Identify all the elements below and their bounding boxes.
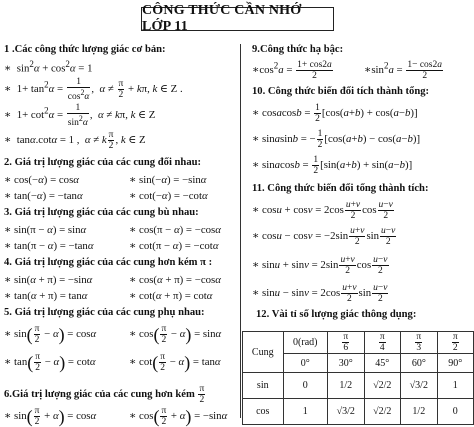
formula-pi-cot: ∗ cot(α + π) = cotα xyxy=(129,290,213,302)
formula-sum-sinplussin: ∗ sinu + sinv = 2sin $\frac{u+v}{2}$ cos $\frac{u-v}{2}$ xyxy=(252,255,388,276)
column-divider xyxy=(240,44,241,418)
section-5-heading: 5. Giá trị lượng giác của các cung phụ nhau: xyxy=(4,307,205,318)
formula-power-sin: $∗\sin^2a$ = $\frac{1- \cos 2a}{2}$ xyxy=(364,60,443,81)
formula-prod-coscos: ∗ cosacosb = $\frac{1}{2}$ [cos(a+b) + cos(a−b)] xyxy=(252,103,418,124)
formula-opposite-cos: ∗ cos(−α) = cosα xyxy=(4,174,79,186)
table-deg-45: 45° xyxy=(364,354,401,373)
formula-basic-4: ∗ tanα.cotα = 1 , α ≠ k $\frac{\pi}{2}$ , k ∈ Z xyxy=(4,130,146,151)
section-9-heading: 9.Công thức hạ bậc: xyxy=(252,44,344,55)
trig-values-table xyxy=(242,331,474,425)
formula-power-cos: $∗\cos^2a$ = $\frac{1+ \cos 2a}{2}$ xyxy=(252,60,332,81)
table-cos-45: √2/2 xyxy=(364,399,401,425)
section-2-heading: 2. Giá trị lượng giác của các cung đối nhau: xyxy=(4,157,202,168)
formula-comp-sin: ∗ sin( $\frac{\pi}{2}$ − α) = cosα xyxy=(4,324,97,345)
section-1-heading: 1 .Các công thức lượng giác cơ bản: xyxy=(4,44,166,55)
table-cell: $\frac{\pi}{2}$ xyxy=(437,332,473,354)
section-4-heading: 4. Giá trị lượng giác của các cung hơn kém π : xyxy=(4,257,213,268)
formula-sum-sinminussin: ∗ sinu − sinv = 2cos $\frac{u+v}{2}$ sin $\frac{u-v}{2}$ xyxy=(252,283,388,304)
table-cell: $\frac{\pi}{3}$ xyxy=(401,332,438,354)
table-cos-30: √3/2 xyxy=(327,399,364,425)
table-sin-0: 0 xyxy=(283,373,327,399)
section-12-heading: 12. Vài tỉ số lượng giác thông dụng: xyxy=(256,309,417,320)
table-zero-deg: 0° xyxy=(283,354,327,373)
formula-halfpi-cos: ∗ cos( $\frac{\pi}{2}$ + α) = −sinα xyxy=(129,406,228,427)
section-10-heading: 10. Công thức biến đổi tích thành tổng: xyxy=(252,86,430,97)
formula-prod-sinsin: ∗ sinasinb = − $\frac{1}{2}$ [cos(a+b) − cos(a−b)] xyxy=(252,129,421,150)
table-cell: $\frac{\pi}{6}$ xyxy=(327,332,364,354)
table-deg-30: 30° xyxy=(327,354,364,373)
formula-sum-cospluscos: ∗ cosu + cosv = 2cos $\frac{u+v}{2}$ cos $\frac{u-v}{2}$ xyxy=(252,200,393,221)
table-row-sin-label: sin xyxy=(243,373,284,399)
formula-basic-1: ∗ $\sin^2\alpha + \cos^2\alpha = 1$ xyxy=(4,59,93,75)
formula-supp-cos: ∗ cos(π − α) = −cosα xyxy=(129,224,221,236)
formula-comp-cot: ∗ cot( $\frac{\pi}{2}$ − α) = tanα xyxy=(129,352,221,373)
formula-comp-tan: ∗ tan( $\frac{\pi}{2}$ − α) = cotα xyxy=(4,352,96,373)
section-6-heading: 6.Giá trị lượng giác của các cung hơn kém $\frac{\pi}{2}$ xyxy=(4,384,205,405)
formula-pi-tan: ∗ tan(α + π) = tanα xyxy=(4,290,88,302)
formula-pi-cos: ∗ cos(α + π) = −cosα xyxy=(129,274,221,286)
formula-basic-2: ∗ $1+ \tan^2\alpha$ = $\frac{1}{\cos^2\alpha}$ , α ≠ $\frac{\pi}{2}$ + kπ, k ∈ Z . xyxy=(4,77,183,103)
table-sin-45: √2/2 xyxy=(364,373,401,399)
table-sin-30: 1/2 xyxy=(327,373,364,399)
table-zero-rad: 0(rad) xyxy=(283,332,327,354)
table-row xyxy=(243,332,474,354)
table-cos-60: 1/2 xyxy=(401,399,438,425)
table-deg-60: 60° xyxy=(401,354,438,373)
formula-halfpi-sin: ∗ sin( $\frac{\pi}{2}$ + α) = cosα xyxy=(4,406,97,427)
section-11-heading: 11. Công thức biến đổi tổng thành tích: xyxy=(252,183,429,194)
table-deg-90: 90° xyxy=(437,354,473,373)
formula-pi-sin: ∗ sin(α + π) = −sinα xyxy=(4,274,93,286)
table-sin-60: √3/2 xyxy=(401,373,438,399)
formula-opposite-cot: ∗ cot(−α) = −cotα xyxy=(129,190,208,202)
formula-prod-sincos: ∗ sinacosb = $\frac{1}{2}$ [sin(a+b) + sin(a−b)] xyxy=(252,155,413,176)
formula-basic-3: ∗ $1+ \cot^2\alpha$ = $\frac{1}{\sin^2\alpha}$ , α ≠ kπ, k ∈ Z xyxy=(4,103,156,129)
formula-sum-cosminuscos: ∗ cosu − cosv = −2sin $\frac{u+v}{2}$ sin $\frac{u-v}{2}$ xyxy=(252,226,396,247)
table-row-cos-label: cos xyxy=(243,399,284,425)
formula-comp-cos: ∗ cos( $\frac{\pi}{2}$ − α) = sinα xyxy=(129,324,222,345)
table-cos-90: 0 xyxy=(437,399,473,425)
formula-supp-sin: ∗ sin(π − α) = sinα xyxy=(4,224,87,236)
section-6-heading-text: 6.Giá trị lượng giác của các cung hơn kém xyxy=(4,388,195,400)
page-title: CÔNG THỨC CẦN NHỚ LỚP 11 xyxy=(141,7,334,31)
table-row xyxy=(243,373,474,399)
table-header-label: Cung xyxy=(243,332,284,373)
table-sin-90: 1 xyxy=(437,373,473,399)
table-cell: $\frac{\pi}{4}$ xyxy=(364,332,401,354)
formula-supp-tan: ∗ tan(π − α) = −tanα xyxy=(4,240,94,252)
table-cos-0: 1 xyxy=(283,399,327,425)
table-row xyxy=(243,399,474,425)
formula-opposite-tan: ∗ tan(−α) = −tanα xyxy=(4,190,83,202)
section-3-heading: 3. Giá trị lượng giác của các cung bù nhau: xyxy=(4,207,199,218)
formula-supp-cot: ∗ cot(π − α) = −cotα xyxy=(129,240,219,252)
formula-opposite-sin: ∗ sin(−α) = −sinα xyxy=(129,174,207,186)
